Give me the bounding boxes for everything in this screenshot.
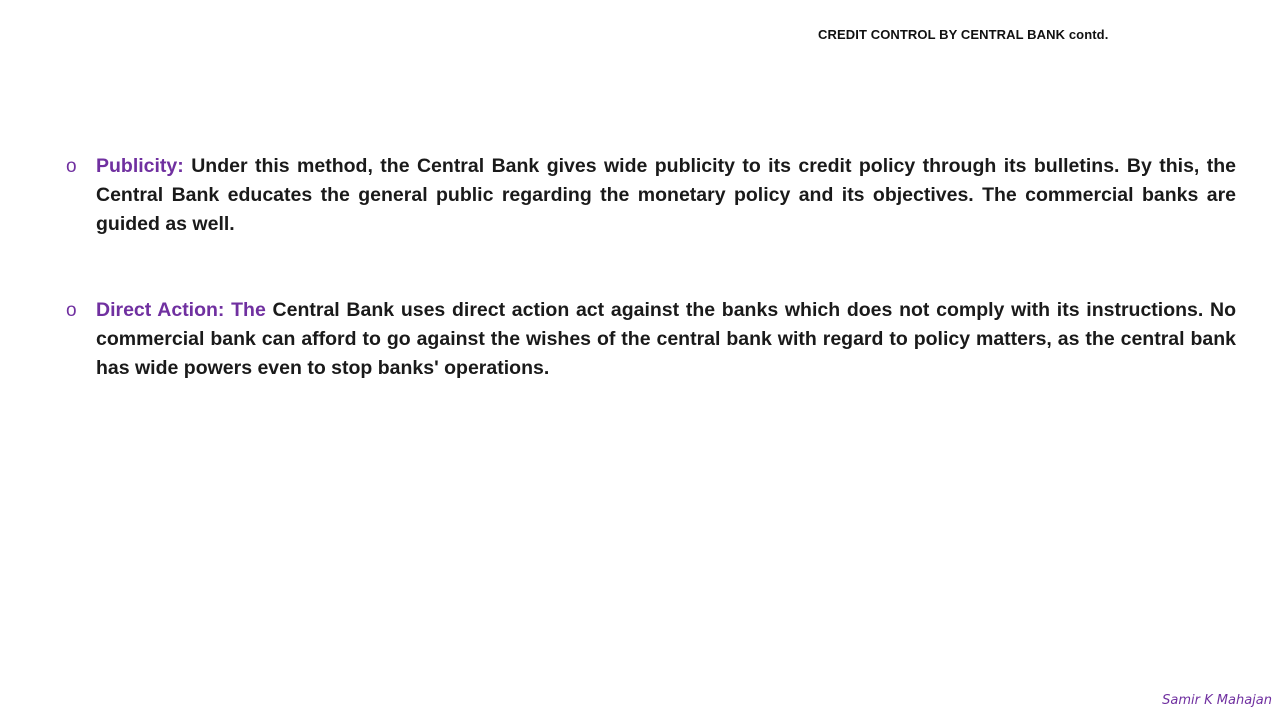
bullet-text: Central Bank uses direct action act against the banks which does not comply with its instructions. No commercial bank can afford to go against the wishes of the central bank with regard to policy matters, as the central bank has wide powers even to stop banks' operations. [96,299,1236,379]
author-signature: Samir K Mahajan [1162,693,1272,708]
bullet-text: Under this method, the Central Bank gives wide publicity to its credit policy through its bulletins. By this, the Central Bank educates the general public regarding the monetary policy and its objectives. The commercial banks are guided as well. [96,155,1236,235]
bullet-item-direct-action [64,296,1236,383]
bullet-list [64,152,1236,383]
bullet-marker: o [66,156,77,177]
slide-header: CREDIT CONTROL BY CENTRAL BANK contd. [818,27,1109,42]
bullet-term: Direct Action: The [96,299,266,321]
bullet-marker: o [66,300,77,321]
bullet-item-publicity [64,152,1236,239]
bullet-term: Publicity: [96,155,184,177]
